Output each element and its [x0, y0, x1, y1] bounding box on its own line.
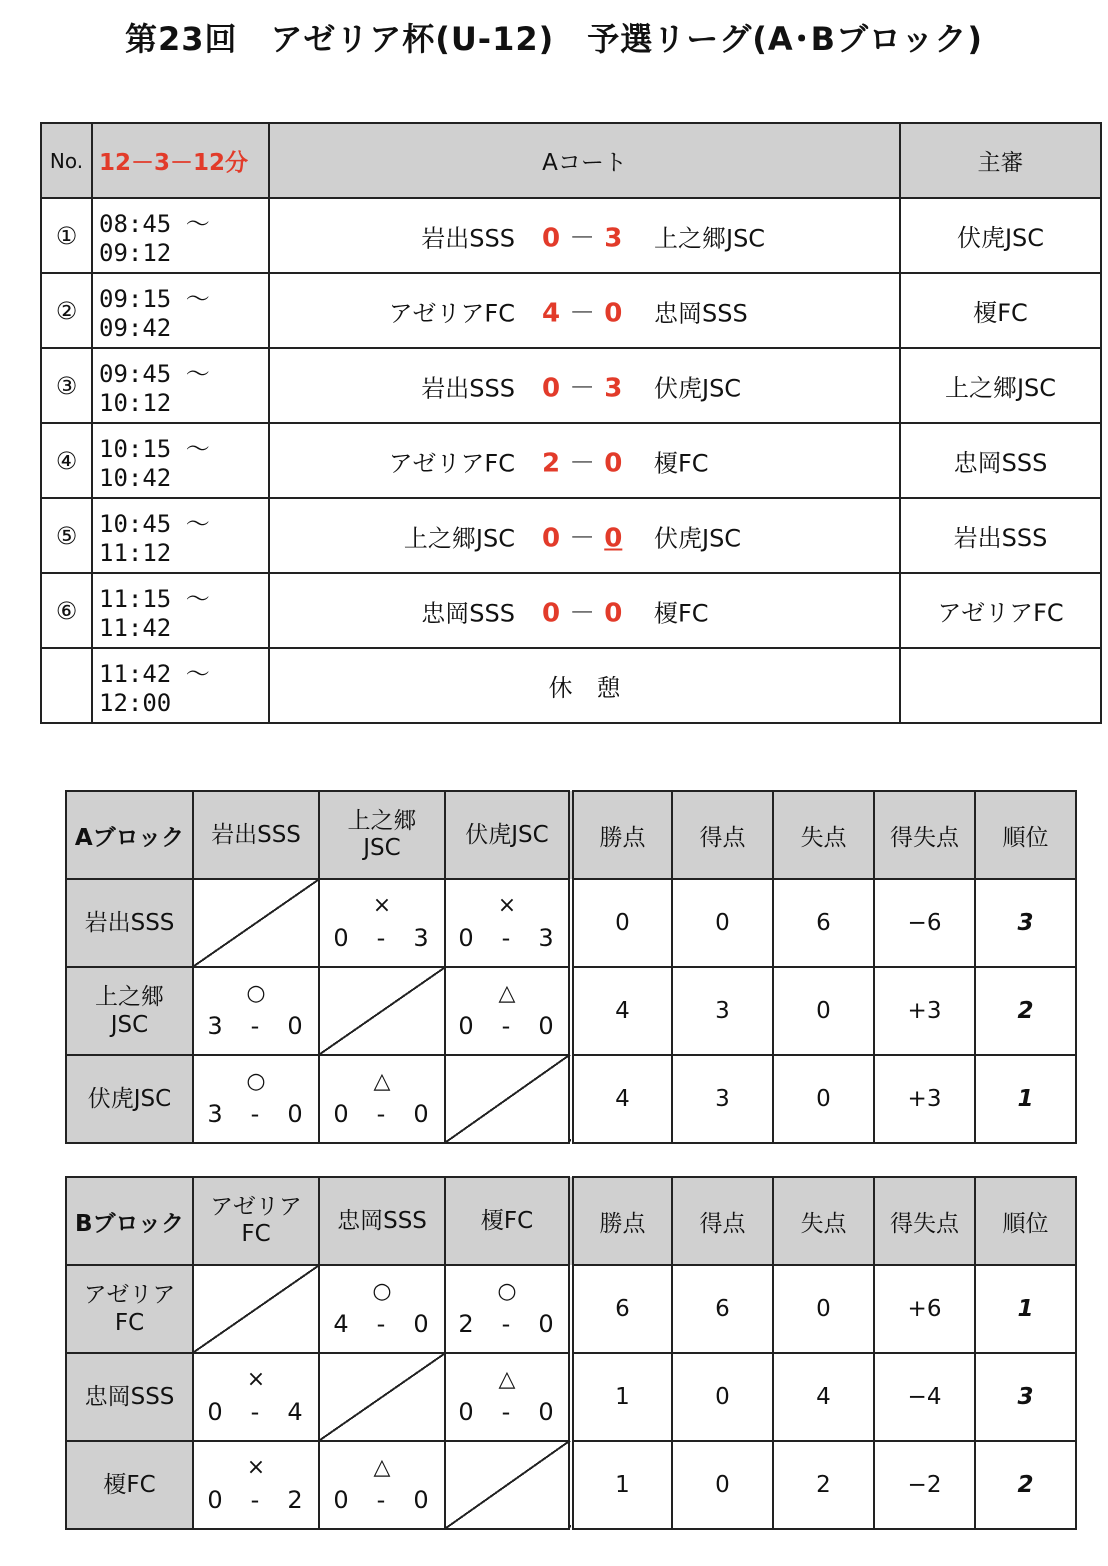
- break-referee: [900, 648, 1101, 723]
- goals-for: 3: [672, 1055, 773, 1143]
- away-score: 0: [604, 448, 623, 478]
- match-score: [542, 292, 622, 329]
- points: 4: [571, 967, 672, 1055]
- result-score: 0 - 2: [207, 1486, 305, 1514]
- diagonal-cell: [193, 1265, 319, 1353]
- match-no: ③: [41, 348, 92, 423]
- home-score: 0: [542, 523, 561, 553]
- result-cell: [319, 1055, 445, 1143]
- away-score: 0: [604, 523, 623, 553]
- match-no: ②: [41, 273, 92, 348]
- result-mark: ×: [372, 893, 392, 918]
- points: 0: [571, 879, 672, 967]
- stat-header: 得点: [672, 791, 773, 879]
- match-cell: [269, 498, 900, 573]
- away-team: 上之郷JSC: [654, 224, 766, 252]
- away-score: 0: [604, 298, 623, 328]
- goal-difference: +6: [874, 1265, 975, 1353]
- away-team: 榎FC: [654, 599, 709, 627]
- schedule-header-row: [41, 123, 1101, 198]
- opponent-header: 忠岡SSS: [319, 1177, 445, 1265]
- home-score: 0: [542, 223, 561, 253]
- team-name: 伏虎JSC: [66, 1055, 193, 1143]
- break-time: 11:42 ～12:00: [92, 648, 269, 723]
- standings-header-row: [66, 1177, 1076, 1265]
- points: 6: [571, 1265, 672, 1353]
- stat-header: 得失点: [874, 791, 975, 879]
- away-team: 榎FC: [654, 449, 709, 477]
- team-name: 榎FC: [66, 1441, 193, 1529]
- match-cell: [269, 273, 900, 348]
- break-no: [41, 648, 92, 723]
- result-mark: △: [373, 1455, 391, 1480]
- score-dash: －: [569, 298, 596, 328]
- result-cell: [445, 879, 571, 967]
- away-team: 伏虎JSC: [654, 524, 742, 552]
- team-name: 上之郷 JSC: [66, 967, 193, 1055]
- block-label: Bブロック: [66, 1177, 193, 1265]
- result-cell: [319, 879, 445, 967]
- goals-for: 0: [672, 1353, 773, 1441]
- result-score: 0 - 0: [333, 1486, 431, 1514]
- goal-difference: −2: [874, 1441, 975, 1529]
- stat-header: 順位: [975, 1177, 1076, 1265]
- home-team: 岩出SSS: [421, 224, 515, 252]
- match-referee: 岩出SSS: [900, 498, 1101, 573]
- away-team: 伏虎JSC: [654, 374, 742, 402]
- result-score: 0 - 3: [458, 924, 556, 952]
- rank: 2: [975, 1441, 1076, 1529]
- away-team: 忠岡SSS: [654, 299, 748, 327]
- match-score: [542, 517, 622, 554]
- match-time: 09:45 ～10:12: [92, 348, 269, 423]
- match-row: [41, 498, 1101, 573]
- score-dash: －: [569, 598, 596, 628]
- result-mark: ○: [372, 1279, 392, 1304]
- rank: 3: [975, 879, 1076, 967]
- match-referee: 榎FC: [900, 273, 1101, 348]
- goals-against: 2: [773, 1441, 874, 1529]
- goals-for: 3: [672, 967, 773, 1055]
- match-score: [542, 442, 622, 479]
- header-no: No.: [41, 123, 92, 198]
- standings-header-row: [66, 791, 1076, 879]
- block-label: Aブロック: [66, 791, 193, 879]
- match-time: 08:45 ～09:12: [92, 198, 269, 273]
- score-dash: －: [569, 448, 596, 478]
- opponent-header: 榎FC: [445, 1177, 571, 1265]
- match-score: [542, 367, 622, 404]
- result-score: 0 - 0: [458, 1398, 556, 1426]
- score-dash: －: [569, 373, 596, 403]
- goals-for: 6: [672, 1265, 773, 1353]
- stat-header: 順位: [975, 791, 1076, 879]
- points: 1: [571, 1441, 672, 1529]
- page-title: 第23回 アゼリア杯(U-12) 予選リーグ(A･Bブロック): [124, 20, 984, 58]
- stat-header: 勝点: [571, 1177, 672, 1265]
- match-no: ⑥: [41, 573, 92, 648]
- result-cell: [319, 1441, 445, 1529]
- match-no: ①: [41, 198, 92, 273]
- match-score: [542, 592, 622, 629]
- match-row: [41, 198, 1101, 273]
- match-cell: [269, 198, 900, 273]
- home-score: 0: [542, 373, 561, 403]
- team-row: [66, 1441, 1076, 1529]
- stat-header: 勝点: [571, 791, 672, 879]
- opponent-header: 伏虎JSC: [445, 791, 571, 879]
- block-b-table: [65, 1176, 1077, 1530]
- match-no: ⑤: [41, 498, 92, 573]
- goal-difference: +3: [874, 1055, 975, 1143]
- rank: 1: [975, 1055, 1076, 1143]
- goals-against: 4: [773, 1353, 874, 1441]
- opponent-header: アゼリア FC: [193, 1177, 319, 1265]
- header-referee: 主審: [900, 123, 1101, 198]
- team-row: [66, 1265, 1076, 1353]
- match-referee: 伏虎JSC: [900, 198, 1101, 273]
- break-label: 休 憩: [269, 648, 900, 723]
- away-score: 3: [604, 373, 623, 403]
- home-score: 0: [542, 598, 561, 628]
- result-score: 0 - 4: [207, 1398, 305, 1426]
- result-cell: [193, 1353, 319, 1441]
- stat-header: 失点: [773, 1177, 874, 1265]
- home-team: 岩出SSS: [421, 374, 515, 402]
- home-team: 忠岡SSS: [421, 599, 515, 627]
- away-score: 3: [604, 223, 623, 253]
- result-score: 0 - 0: [458, 1012, 556, 1040]
- diagonal-cell: [193, 879, 319, 967]
- match-time: 10:45 ～11:12: [92, 498, 269, 573]
- header-format: 12－3－12分: [92, 123, 269, 198]
- team-row: [66, 1353, 1076, 1441]
- goals-against: 6: [773, 879, 874, 967]
- break-row: [41, 648, 1101, 723]
- result-score: 0 - 3: [333, 924, 431, 952]
- home-score: 4: [542, 298, 561, 328]
- match-cell: [269, 348, 900, 423]
- match-referee: 上之郷JSC: [900, 348, 1101, 423]
- result-mark: ×: [497, 893, 517, 918]
- result-mark: ×: [246, 1455, 266, 1480]
- result-cell: [445, 967, 571, 1055]
- result-mark: △: [373, 1069, 391, 1094]
- schedule-table: [40, 122, 1102, 724]
- diagonal-cell: [319, 1353, 445, 1441]
- result-score: 3 - 0: [207, 1100, 305, 1128]
- points: 1: [571, 1353, 672, 1441]
- result-mark: △: [498, 1367, 516, 1392]
- rank: 3: [975, 1353, 1076, 1441]
- result-mark: ○: [497, 1279, 517, 1304]
- result-cell: [445, 1265, 571, 1353]
- result-cell: [193, 1441, 319, 1529]
- match-referee: 忠岡SSS: [900, 423, 1101, 498]
- match-score: [542, 217, 622, 254]
- team-name: 岩出SSS: [66, 879, 193, 967]
- rank: 1: [975, 1265, 1076, 1353]
- away-score: 0: [604, 598, 623, 628]
- match-time: 10:15 ～10:42: [92, 423, 269, 498]
- home-team: アゼリアFC: [388, 299, 515, 327]
- goals-against: 0: [773, 1055, 874, 1143]
- match-time: 09:15 ～09:42: [92, 273, 269, 348]
- score-dash: －: [569, 523, 596, 553]
- match-row: [41, 348, 1101, 423]
- home-team: アゼリアFC: [388, 449, 515, 477]
- block-a-table: [65, 790, 1077, 1144]
- result-score: 3 - 0: [207, 1012, 305, 1040]
- team-row: [66, 967, 1076, 1055]
- match-time: 11:15 ～11:42: [92, 573, 269, 648]
- result-mark: △: [498, 981, 516, 1006]
- points: 4: [571, 1055, 672, 1143]
- result-mark: ○: [246, 1069, 266, 1094]
- match-referee: アゼリアFC: [900, 573, 1101, 648]
- diagonal-cell: [445, 1441, 571, 1529]
- team-name: アゼリア FC: [66, 1265, 193, 1353]
- stat-header: 得点: [672, 1177, 773, 1265]
- stat-header: 失点: [773, 791, 874, 879]
- match-cell: [269, 573, 900, 648]
- result-score: 2 - 0: [458, 1310, 556, 1338]
- diagonal-cell: [319, 967, 445, 1055]
- diagonal-cell: [445, 1055, 571, 1143]
- stat-header: 得失点: [874, 1177, 975, 1265]
- goal-difference: −6: [874, 879, 975, 967]
- result-mark: ×: [246, 1367, 266, 1392]
- goals-against: 0: [773, 1265, 874, 1353]
- goal-difference: +3: [874, 967, 975, 1055]
- score-dash: －: [569, 223, 596, 253]
- team-row: [66, 879, 1076, 967]
- header-court: Aコート: [269, 123, 900, 198]
- match-row: [41, 573, 1101, 648]
- team-name: 忠岡SSS: [66, 1353, 193, 1441]
- match-row: [41, 423, 1101, 498]
- opponent-header: 上之郷 JSC: [319, 791, 445, 879]
- result-score: 4 - 0: [333, 1310, 431, 1338]
- match-row: [41, 273, 1101, 348]
- opponent-header: 岩出SSS: [193, 791, 319, 879]
- result-cell: [193, 1055, 319, 1143]
- team-row: [66, 1055, 1076, 1143]
- result-score: 0 - 0: [333, 1100, 431, 1128]
- goals-against: 0: [773, 967, 874, 1055]
- result-cell: [445, 1353, 571, 1441]
- rank: 2: [975, 967, 1076, 1055]
- result-cell: [319, 1265, 445, 1353]
- goals-for: 0: [672, 1441, 773, 1529]
- home-team: 上之郷JSC: [403, 524, 515, 552]
- result-mark: ○: [246, 981, 266, 1006]
- goals-for: 0: [672, 879, 773, 967]
- match-cell: [269, 423, 900, 498]
- goal-difference: −4: [874, 1353, 975, 1441]
- result-cell: [193, 967, 319, 1055]
- home-score: 2: [542, 448, 561, 478]
- match-no: ④: [41, 423, 92, 498]
